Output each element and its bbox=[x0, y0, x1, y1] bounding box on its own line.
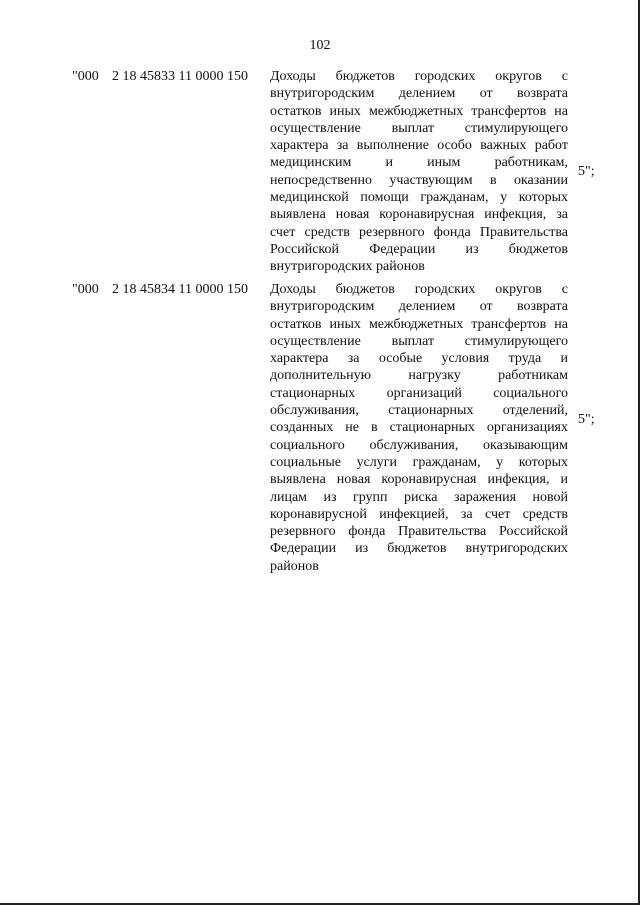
description-line: выявлена новая коронавирусная инфекция, за bbox=[270, 207, 568, 223]
description-line: районов bbox=[270, 558, 319, 574]
description-line: выявлена новая коронавирусная инфекция, и bbox=[270, 472, 568, 488]
description-line: дополнительную нагрузку работникам bbox=[270, 368, 568, 384]
row-amount: 5"; bbox=[578, 164, 595, 179]
description-line: созданных не в стационарных организациях bbox=[270, 420, 568, 436]
description-line: социального обслуживания, оказывающим bbox=[270, 437, 568, 453]
description-line: осуществление выплат стимулирующего bbox=[270, 120, 568, 136]
description-line: медицинской помощи гражданам, у которых bbox=[270, 190, 568, 206]
budget-classification-code: 2 18 45834 11 0000 150 bbox=[112, 282, 248, 297]
description-line: Доходы бюджетов городских округов с bbox=[270, 282, 568, 297]
description-line: осуществление выплат стимулирующего bbox=[270, 333, 568, 349]
description-line: характера за особые условия труда и bbox=[270, 351, 568, 367]
row-prefix: "000 bbox=[72, 282, 99, 297]
description-line: лицам из групп риска заражения новой bbox=[270, 489, 568, 505]
description-line: стационарных организаций социального bbox=[270, 385, 568, 401]
description-line: счет средств резервного фонда Правительства bbox=[270, 224, 568, 240]
description-line: остатков иных межбюджетных трансфертов на bbox=[270, 316, 568, 332]
row-prefix: "000 bbox=[72, 69, 99, 84]
description-line: Российской Федерации из бюджетов bbox=[270, 241, 568, 257]
page-number: 102 bbox=[309, 38, 331, 53]
row-description bbox=[270, 281, 568, 575]
description-line: медицинским и иным работникам, bbox=[270, 155, 568, 171]
description-line: резервного фонда Правительства Российской bbox=[270, 524, 568, 540]
description-line: внутригородским делением от возврата bbox=[270, 86, 568, 102]
description-line: внутригородским делением от возврата bbox=[270, 299, 568, 315]
description-line: внутригородских районов bbox=[270, 259, 425, 275]
budget-classification-code: 2 18 45833 11 0000 150 bbox=[112, 69, 248, 84]
row-description bbox=[270, 68, 568, 276]
description-line: социальные услуги гражданам, у которых bbox=[270, 454, 568, 470]
description-line: непосредственно участвующим в оказании bbox=[270, 172, 568, 188]
description-line: Доходы бюджетов городских округов с bbox=[270, 69, 568, 84]
description-line: коронавирусной инфекцией, за счет средств bbox=[270, 506, 568, 522]
row-amount: 5"; bbox=[578, 412, 595, 427]
description-line: обслуживания, стационарных отделений, bbox=[270, 403, 568, 419]
description-line: характера за выполнение особо важных работ bbox=[270, 138, 568, 154]
description-line: остатков иных межбюджетных трансфертов на bbox=[270, 103, 568, 119]
description-line: Федерации из бюджетов внутригородских bbox=[270, 541, 568, 557]
